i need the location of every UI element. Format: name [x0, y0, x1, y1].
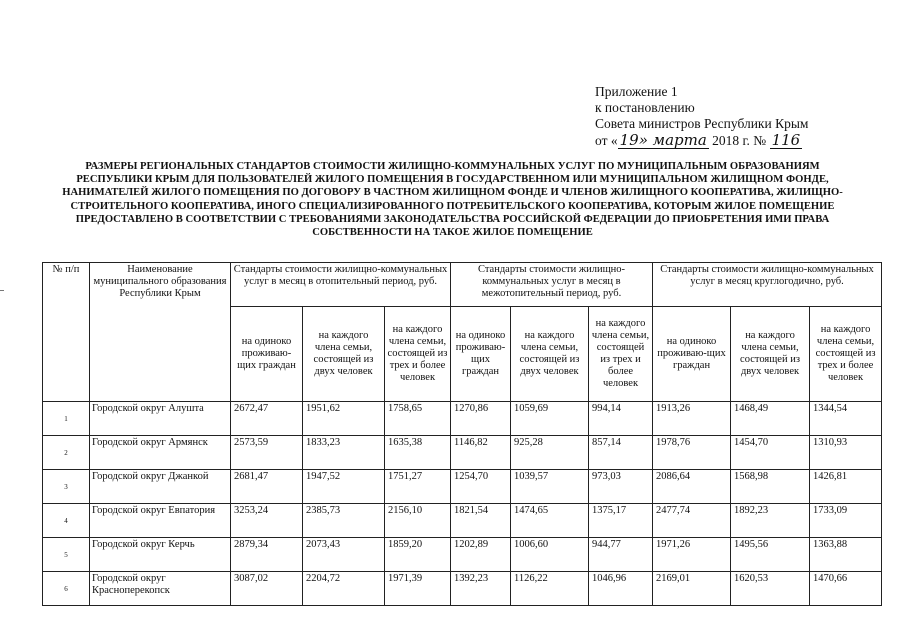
appendix-line-1: Приложение 1: [595, 84, 678, 99]
value-cell: 1039,57: [511, 470, 589, 504]
value-cell: 1947,52: [303, 470, 385, 504]
row-number: 3: [43, 470, 90, 504]
value-cell: 1892,23: [731, 504, 810, 538]
table-row: [43, 504, 882, 538]
value-cell: 2204,72: [303, 572, 385, 606]
document-title: РАЗМЕРЫ РЕГИОНАЛЬНЫХ СТАНДАРТОВ СТОИМОСТИ ЖИЛИЩНО-КОММУНАЛЬНЫХ УСЛУГ ПО МУНИЦИПАЛЬНЫМ ОБРАЗОВАНИЯМ РЕСПУБЛИКИ КРЫМ ДЛЯ ПОЛЬЗОВАТЕЛЕЙ ЖИЛОГО ПОМЕЩЕНИЯ В ГОСУДАРСТВЕННОМ ИЛИ МУНИЦИПАЛЬНОМ ЖИЛИЩНОМ ФОНДЕ, НАНИМАТЕЛЕЙ ЖИЛОГО ПОМЕЩЕНИЯ ПО ДОГОВОРУ В ЧАСТНОМ ЖИЛИЩНОМ ФОНДЕ И ЧЛЕНОВ ЖИЛИЩНОГО КООПЕРАТИВА, ЖИЛИЩНО-СТРОИТЕЛЬНОГО КООПЕРАТИВА, ИНОГО СПЕЦИАЛИЗИРОВАННОГО ПОТРЕБИТЕЛЬСКОГО КООПЕРАТИВА, КОТОРЫМ ЖИЛОЕ ПОМЕЩЕНИЕ ПРЕДОСТАВЛЕНО В СООТВЕТСТВИИ С ТРЕБОВАНИЯМИ ЗАКОНОДАТЕЛЬСТВА РОССИЙСКОЙ ФЕДЕРАЦИИ ДО ПРИОБРЕТЕНИЯ ИМИ ПРАВА СОБСТВЕННОСТИ НА ТАКОЕ ЖИЛОЕ ПОМЕЩЕНИЕ: [62, 161, 843, 239]
header-municipality: Наименование муниципального образования Республики Крым: [90, 263, 231, 402]
value-cell: 1821,54: [451, 504, 511, 538]
value-cell: 1454,70: [731, 436, 810, 470]
subheader-three-plus: на каждого члена семьи, состоящей из трех и более человек: [810, 307, 882, 402]
subheader-three-plus: на каждого члена семьи, состоящей из трех и более человек: [385, 307, 451, 402]
value-cell: 1363,88: [810, 538, 882, 572]
appendix-line-3: Совета министров Республики Крым: [595, 116, 809, 131]
value-cell: 2879,34: [231, 538, 303, 572]
value-cell: 2156,10: [385, 504, 451, 538]
value-cell: 3087,02: [231, 572, 303, 606]
row-number: 6: [43, 572, 90, 606]
value-cell: 3253,24: [231, 504, 303, 538]
table-row: [43, 538, 882, 572]
value-cell: 1126,22: [511, 572, 589, 606]
appendix-line-2: к постановлению: [595, 100, 695, 115]
value-cell: 1833,23: [303, 436, 385, 470]
header-year-round: Стандарты стоимости жилищно-коммунальных услуг в месяц круглогодично, руб.: [653, 263, 882, 307]
value-cell: 925,28: [511, 436, 589, 470]
header-number: № п/п: [43, 263, 90, 402]
municipality-name: Городской округ Алушта: [90, 402, 231, 436]
value-cell: 2573,59: [231, 436, 303, 470]
header-non-heating-period: Стандарты стоимости жилищно-коммунальных услуг в месяц в межотопительный период, руб.: [451, 263, 653, 307]
date-suffix: 2018 г. №: [712, 133, 767, 148]
value-cell: 1468,49: [731, 402, 810, 436]
value-cell: 1635,38: [385, 436, 451, 470]
row-number: 4: [43, 504, 90, 538]
value-cell: 1758,65: [385, 402, 451, 436]
row-number: 5: [43, 538, 90, 572]
appendix-date-line: [595, 132, 895, 149]
value-cell: 1059,69: [511, 402, 589, 436]
subheader-two-person: на каждого члена семьи, состоящей из двух человек: [511, 307, 589, 402]
municipality-name: Городской округ Керчь: [90, 538, 231, 572]
municipality-name: Городской округ Джанкой: [90, 470, 231, 504]
municipality-name: Городской округ Армянск: [90, 436, 231, 470]
value-cell: 1046,96: [589, 572, 653, 606]
value-cell: 1202,89: [451, 538, 511, 572]
value-cell: 1733,09: [810, 504, 882, 538]
value-cell: 1392,23: [451, 572, 511, 606]
value-cell: 1751,27: [385, 470, 451, 504]
value-cell: 1426,81: [810, 470, 882, 504]
table-row: [43, 436, 882, 470]
municipality-name: Городской округ Красноперекопск: [90, 572, 231, 606]
value-cell: 1006,60: [511, 538, 589, 572]
value-cell: 1146,82: [451, 436, 511, 470]
standards-table: [42, 262, 882, 606]
scan-edge-mark: [0, 290, 4, 291]
value-cell: 1951,62: [303, 402, 385, 436]
value-cell: 2672,47: [231, 402, 303, 436]
value-cell: 1270,86: [451, 402, 511, 436]
value-cell: 1971,26: [653, 538, 731, 572]
handwritten-date: 19» марта: [619, 131, 707, 149]
value-cell: 1971,39: [385, 572, 451, 606]
value-cell: 1344,54: [810, 402, 882, 436]
value-cell: 2385,73: [303, 504, 385, 538]
table-row: [43, 470, 882, 504]
value-cell: 2681,47: [231, 470, 303, 504]
date-prefix: от «: [595, 133, 618, 148]
value-cell: 994,14: [589, 402, 653, 436]
value-cell: 2477,74: [653, 504, 731, 538]
handwritten-number: 116: [771, 131, 801, 149]
table-row: [43, 572, 882, 606]
subheader-single: на одиноко проживаю-щих граждан: [451, 307, 511, 402]
row-number: 2: [43, 436, 90, 470]
value-cell: 1470,66: [810, 572, 882, 606]
value-cell: 857,14: [589, 436, 653, 470]
appendix-block: [595, 84, 895, 149]
subheader-two-person: на каждого члена семьи, состоящей из двух человек: [303, 307, 385, 402]
municipality-name: Городской округ Евпатория: [90, 504, 231, 538]
subheader-single: на одиноко проживаю-щих граждан: [653, 307, 731, 402]
value-cell: 973,03: [589, 470, 653, 504]
value-cell: 2169,01: [653, 572, 731, 606]
value-cell: 1254,70: [451, 470, 511, 504]
value-cell: 1859,20: [385, 538, 451, 572]
value-cell: 2086,64: [653, 470, 731, 504]
subheader-single: на одиноко проживаю-щих граждан: [231, 307, 303, 402]
value-cell: 1495,56: [731, 538, 810, 572]
subheader-three-plus: на каждого члена семьи, состоящей из трех и более человек: [589, 307, 653, 402]
value-cell: 2073,43: [303, 538, 385, 572]
value-cell: 1310,93: [810, 436, 882, 470]
header-heating-period: Стандарты стоимости жилищно-коммунальных услуг в месяц в отопительный период, руб.: [231, 263, 451, 307]
value-cell: 1568,98: [731, 470, 810, 504]
value-cell: 1620,53: [731, 572, 810, 606]
value-cell: 1375,17: [589, 504, 653, 538]
value-cell: 1474,65: [511, 504, 589, 538]
row-number: 1: [43, 402, 90, 436]
table-row: [43, 402, 882, 436]
value-cell: 1978,76: [653, 436, 731, 470]
subheader-two-person: на каждого члена семьи, состоящей из двух человек: [731, 307, 810, 402]
value-cell: 1913,26: [653, 402, 731, 436]
value-cell: 944,77: [589, 538, 653, 572]
